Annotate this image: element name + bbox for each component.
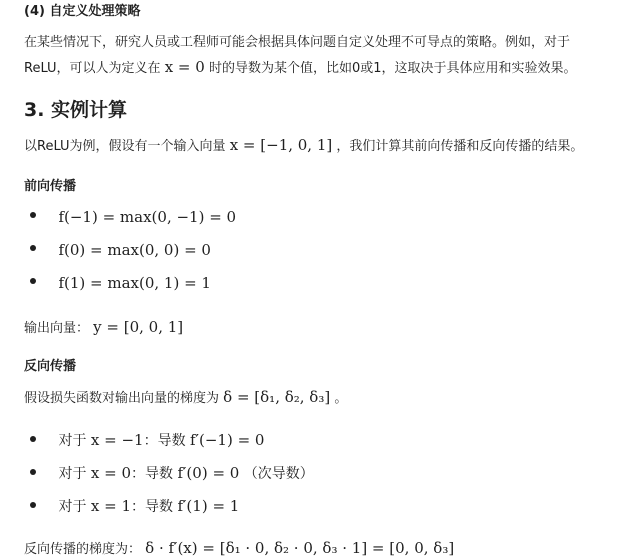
math-inline: x = [−1, 0, 1] bbox=[229, 136, 333, 154]
paragraph-line: 在某些情况下，研究人员或工程师可能会根据具体问题自定义处理不可导点的策略。例如，对于 bbox=[24, 35, 571, 50]
list-item bbox=[30, 464, 314, 483]
list-item bbox=[30, 274, 211, 292]
subheading-backward: 反向传播 bbox=[24, 359, 77, 374]
text-fragment: 。 bbox=[334, 391, 348, 406]
list-item-text bbox=[58, 464, 313, 483]
text-fragment: 输出向量： bbox=[24, 321, 90, 336]
section-heading-example: 3. 实例计算 bbox=[24, 99, 128, 121]
math-inline: f(0) = max(0, 0) = 0 bbox=[58, 241, 211, 259]
bullet-icon bbox=[30, 502, 36, 508]
math-inline: δ = [δ₁, δ₂, δ₃] bbox=[223, 388, 331, 406]
text-fragment: 以ReLU为例，假设有一个输入向量 bbox=[24, 139, 226, 154]
math-inline: f(−1) = max(0, −1) = 0 bbox=[58, 208, 237, 226]
math-inline: f′(0) = 0 bbox=[177, 464, 240, 482]
bullet-icon bbox=[30, 212, 36, 218]
math-inline: f′(1) = 1 bbox=[177, 497, 240, 515]
text-fragment: 时的导数为某个值，比如0或1，这取决于具体应用和实验效果。 bbox=[208, 61, 577, 76]
list-item bbox=[30, 497, 239, 516]
math-inline: x = 1 bbox=[90, 497, 132, 515]
text-fragment: 对于 bbox=[58, 499, 87, 515]
text-fragment: ，我们计算其前向传播和反向传播的结果。 bbox=[336, 139, 584, 154]
text-fragment: ：导数 bbox=[131, 466, 174, 482]
section-heading-custom-strategy: (4) 自定义处理策略 bbox=[24, 4, 141, 19]
subheading-forward: 前向传播 bbox=[24, 179, 77, 194]
bullet-icon bbox=[30, 278, 36, 284]
bullet-icon bbox=[30, 245, 36, 251]
text-fragment: 对于 bbox=[58, 433, 87, 449]
text-fragment: （次导数） bbox=[243, 466, 314, 482]
math-inline: f′(−1) = 0 bbox=[190, 431, 265, 449]
paragraph-line bbox=[24, 389, 347, 407]
math-inline: f(1) = max(0, 1) = 1 bbox=[58, 274, 211, 292]
text-fragment: ：导数 bbox=[131, 499, 174, 515]
math-inline: x = 0 bbox=[164, 58, 205, 76]
text-fragment: ：导数 bbox=[143, 433, 186, 449]
math-inline: y = [0, 0, 1] bbox=[93, 318, 184, 336]
list-item bbox=[30, 241, 211, 259]
bullet-icon bbox=[30, 436, 36, 442]
paragraph-line bbox=[24, 59, 577, 77]
bullet-icon bbox=[30, 469, 36, 475]
text-fragment: 反向传播的梯度为： bbox=[24, 542, 142, 557]
paragraph-line bbox=[24, 319, 183, 337]
paragraph-line bbox=[24, 137, 583, 155]
list-item bbox=[30, 431, 264, 450]
text-fragment: 假设损失函数对输出向量的梯度为 bbox=[24, 391, 220, 406]
list-item bbox=[30, 208, 236, 226]
text-fragment: 对于 bbox=[58, 466, 87, 482]
math-inline: x = 0 bbox=[90, 464, 132, 482]
text-fragment: ReLU，可以人为定义在 bbox=[24, 61, 161, 76]
paragraph-line bbox=[24, 540, 454, 558]
list-item-text bbox=[58, 497, 239, 516]
math-inline: δ · f′(x) = [δ₁ · 0, δ₂ · 0, δ₃ · 1] = [0, 0, δ₃] bbox=[145, 539, 455, 557]
list-item-text bbox=[58, 431, 264, 450]
math-inline: x = −1 bbox=[90, 431, 144, 449]
